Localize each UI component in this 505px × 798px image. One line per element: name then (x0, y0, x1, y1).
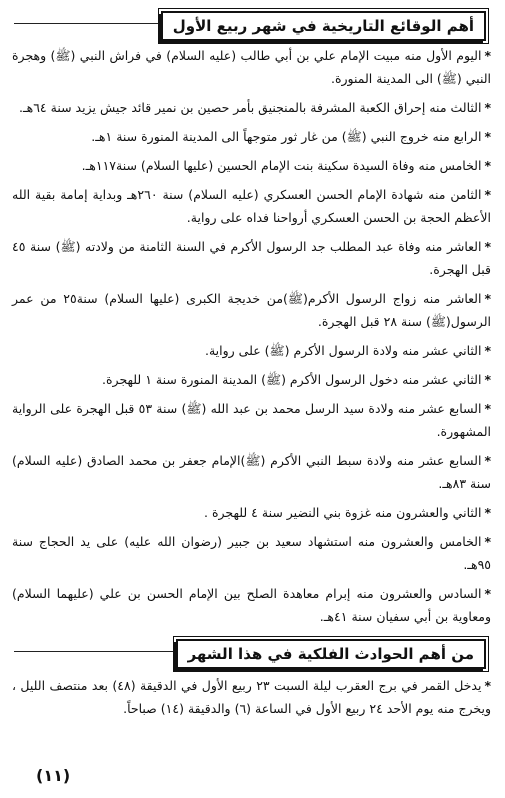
section-heading-box (173, 636, 489, 672)
event-text: السابع عشر منه ولادة سيد الرسل محمد بن عبد الله (ﷺ) سنة ٥٣ قبل الهجرة على الرواية المشهورة. (12, 401, 491, 439)
events-list (12, 44, 491, 634)
event-text: الثاني عشر منه دخول الرسول الأكرم (ﷺ) المدينة المنورة سنة ١ للهجرة. (102, 372, 482, 387)
bullet-marker: * (484, 343, 491, 358)
event-entry (12, 154, 491, 177)
bullet-marker: * (484, 48, 491, 63)
event-text: الثاني والعشرون منه غزوة بني النضير سنة ٤ للهجرة . (204, 505, 482, 520)
event-entry (12, 449, 491, 495)
event-text: الثامن منه شهادة الإمام الحسن العسكري (عليه السلام) سنة ٢٦٠هـ وبداية إمامة بقية الله الأعظم الحجة بن الحسن العسكري أرواحنا فداه على رواية. (12, 187, 491, 225)
bullet-marker: * (484, 291, 491, 306)
event-entry (12, 674, 491, 720)
event-text: السابع عشر منه ولادة سبط النبي الأكرم (ﷺ)الإمام جعفر بن محمد الصادق (عليه السلام) سنة ٨٣هـ. (12, 453, 491, 491)
event-entry (12, 96, 491, 119)
event-entry (12, 183, 491, 229)
event-text: يدخل القمر في برج العقرب ليلة السبت ٢٣ ربيع الأول في الدقيقة (٤٨) بعد منتصف الليل ، ويخرج منه يوم الأحد ٢٤ ربيع الأول في الساعة (٦) والدقيقة (١٤) صباحاً. (12, 678, 491, 716)
event-entry (12, 287, 491, 333)
event-text: العاشر منه زواج الرسول الأكرم(ﷺ)من خديجة الكبرى (عليها السلام) سنة٢٥ من عمر الرسول(ﷺ) سنة ٢٨ قبل الهجرة. (12, 291, 491, 329)
bullet-marker: * (484, 505, 491, 520)
event-text: الخامس منه وفاة السيدة سكينة بنت الإمام الحسين (عليها السلام) سنة١١٧هـ. (81, 158, 482, 173)
bullet-marker: * (484, 158, 491, 173)
event-text: السادس والعشرون منه إبرام معاهدة الصلح بين الإمام الحسن بن علي (عليهما السلام) ومعاوية بن أبي سفيان سنة ٤١هـ. (12, 586, 491, 624)
bullet-marker: * (484, 401, 491, 416)
bullet-marker: * (484, 678, 491, 693)
event-text: الرابع منه خروج النبي (ﷺ) من غار ثور متوجهاً الى المدينة المنورة سنة ١هـ. (91, 129, 482, 144)
section-heading: أهم الوقائع التاريخية في شهر ربيع الأول (161, 11, 486, 41)
section-heading-box (158, 8, 489, 44)
event-text: اليوم الأول منه مبيت الإمام علي بن أبي طالب (عليه السلام) في فراش النبي (ﷺ) وهجرة النبي (ﷺ) الى المدينة المنورة. (12, 48, 491, 86)
bullet-marker: * (484, 453, 491, 468)
event-entry (12, 339, 491, 362)
bullet-marker: * (484, 187, 491, 202)
bullet-marker: * (484, 586, 491, 601)
bullet-marker: * (484, 100, 491, 115)
event-entry (12, 44, 491, 90)
event-entry (12, 582, 491, 628)
event-text: الثالث منه إحراق الكعبة المشرفة بالمنجنيق بأمر حصين بن نمير قائد جيش يزيد سنة ٦٤هـ. (18, 100, 482, 115)
astronomy-list (12, 674, 491, 726)
event-text: العاشر منه وفاة عبد المطلب جد الرسول الأكرم في السنة الثامنة من ولادته (ﷺ) سنة ٤٥ قبل الهجرة. (12, 239, 491, 277)
bullet-marker: * (484, 129, 491, 144)
bullet-marker: * (484, 239, 491, 254)
event-entry (12, 235, 491, 281)
event-entry (12, 125, 491, 148)
event-text: الثاني عشر منه ولادة الرسول الأكرم (ﷺ) على رواية. (205, 343, 482, 358)
bullet-marker: * (484, 534, 491, 549)
event-entry (12, 501, 491, 524)
event-entry (12, 368, 491, 391)
section-heading: من أهم الحوادث الفلكية في هذا الشهر (176, 639, 486, 669)
event-text: الخامس والعشرون منه استشهاد سعيد بن جبير (رضوان الله عليه) على يد الحجاج سنة ٩٥هـ. (12, 534, 491, 572)
bullet-marker: * (484, 372, 491, 387)
event-entry (12, 397, 491, 443)
page-number: (١١) (36, 766, 71, 785)
event-entry (12, 530, 491, 576)
